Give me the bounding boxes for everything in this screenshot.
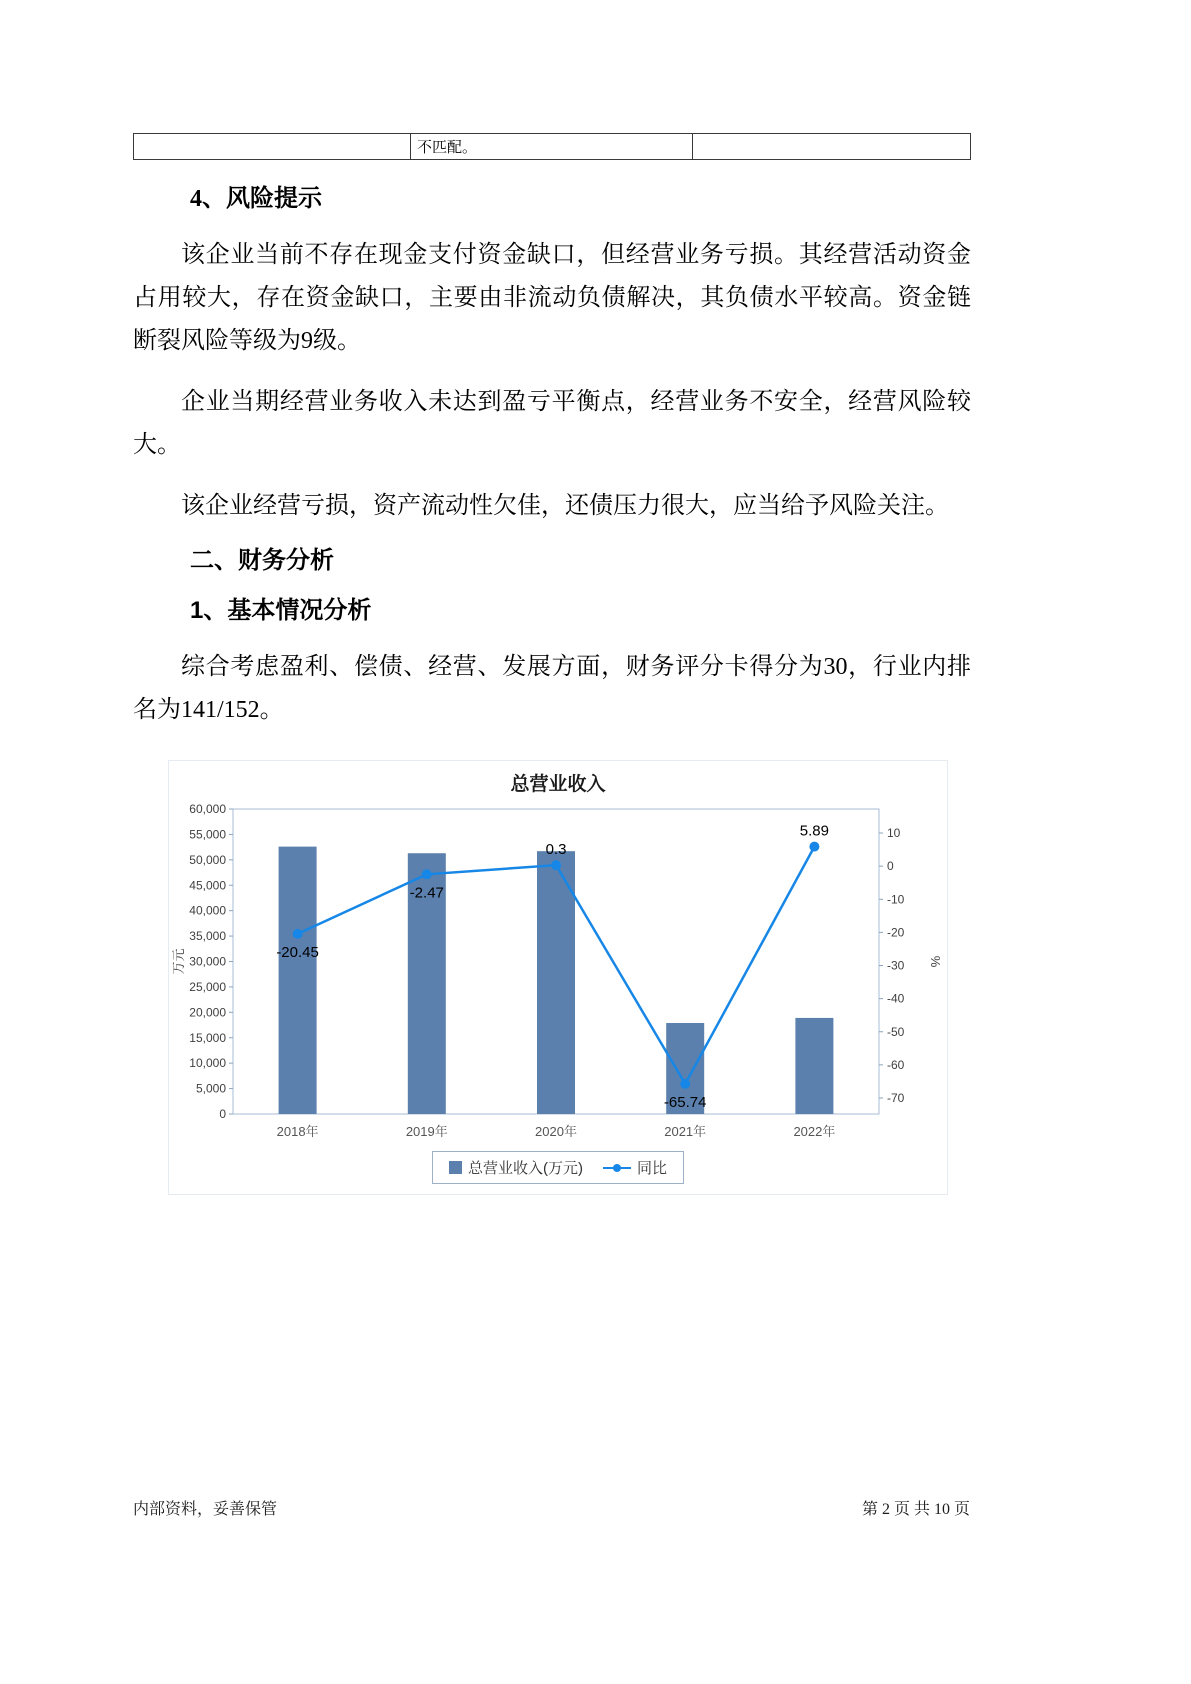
left-axis-tick-label: 60,000 [189,802,226,816]
chart-canvas [169,797,949,1147]
right-axis-tick-label: -50 [887,1024,905,1039]
yoy-point [551,860,561,870]
left-axis-tick-label: 35,000 [189,929,226,944]
page-content [133,0,971,1195]
right-axis-tick-label: -70 [887,1091,905,1105]
x-axis-label: 2019年 [405,1124,448,1139]
yoy-point [809,842,819,852]
yoy-value-label: -20.45 [276,943,319,961]
left-axis-tick-label: 55,000 [189,827,226,842]
basic-analysis-heading: 1、基本情况分析 [190,597,372,624]
x-axis-label: 2022年 [793,1124,836,1139]
right-axis-tick-label: 10 [887,826,901,840]
right-axis-title: % [928,955,943,968]
yoy-point [680,1079,690,1089]
finance-analysis-heading: 二、财务分析 [190,547,334,574]
left-axis-tick-label: 45,000 [189,878,226,893]
legend-item-revenue [449,1157,583,1178]
yoy-value-label: 0.3 [545,841,567,859]
bar-swatch-icon [449,1161,462,1174]
score-paragraph: 综合考虑盈利、偿债、经营、发展方面，财务评分卡得分为30，行业内排名为141/152。 [133,654,971,723]
right-axis-tick-label: -10 [887,892,905,907]
table-cell [693,134,971,160]
legend-item-yoy [603,1157,667,1178]
left-axis-tick-label: 30,000 [189,954,226,969]
chart-legend [432,1151,684,1184]
right-axis-tick-label: -20 [887,925,905,940]
yoy-value-label: -65.74 [663,1093,707,1111]
left-axis-tick-label: 40,000 [189,903,226,918]
left-axis-tick-label: 0 [219,1107,226,1121]
yoy-point [293,929,303,939]
left-axis-tick-label: 10,000 [189,1056,226,1071]
x-axis-label: 2020年 [535,1124,577,1139]
left-axis-tick-label: 15,000 [189,1030,226,1045]
line-swatch-icon [603,1163,631,1173]
left-axis-tick-label: 5,000 [195,1081,226,1096]
legend-label-revenue: 总营业收入(万元) [467,1160,583,1177]
risk-paragraph-2: 企业当期经营业务收入未达到盈亏平衡点，经营业务不安全，经营风险较大。 [133,389,971,458]
risk-paragraph-3: 该企业经营亏损，资产流动性欠佳，还债压力很大，应当给予风险关注。 [181,493,949,519]
yoy-value-label: 5.89 [799,822,830,840]
left-axis-tick-label: 50,000 [189,852,226,867]
right-axis-tick-label: -60 [887,1057,905,1072]
table-cell [134,134,411,160]
table-row [134,134,971,160]
table-cell: 不匹配。 [411,134,693,160]
page-footer [133,1496,970,1519]
left-axis-tick-label: 25,000 [189,979,226,994]
right-axis-tick-label: 0 [887,859,894,874]
left-axis-tick-label: 20,000 [189,1005,226,1020]
risk-heading: 4、风险提示 [190,186,322,212]
chart-title: 总营业收入 [510,774,606,795]
yoy-point [422,869,432,879]
footer-confidential-note: 内部资料，妥善保管 [133,1501,278,1518]
revenue-bar [279,847,317,1114]
revenue-bar [537,851,575,1114]
legend-label-yoy: 同比 [636,1160,667,1177]
right-axis-tick-label: -40 [887,991,905,1006]
left-axis-title: 万元 [171,948,186,975]
revenue-bar [795,1018,833,1114]
revenue-chart [168,760,948,1195]
x-axis-label: 2018年 [276,1124,319,1139]
risk-paragraph-1: 该企业当前不存在现金支付资金缺口，但经营业务亏损。其经营活动资金占用较大，存在资金缺口，主要由非流动负债解决，其负债水平较高。资金链断裂风险等级为9级。 [133,242,971,354]
yoy-value-label: -2.47 [409,884,444,902]
footer-page-number: 第 2 页 共 10 页 [861,1501,970,1518]
carryover-table [133,133,971,160]
right-axis-tick-label: -30 [887,958,905,973]
x-axis-label: 2021年 [664,1124,707,1139]
